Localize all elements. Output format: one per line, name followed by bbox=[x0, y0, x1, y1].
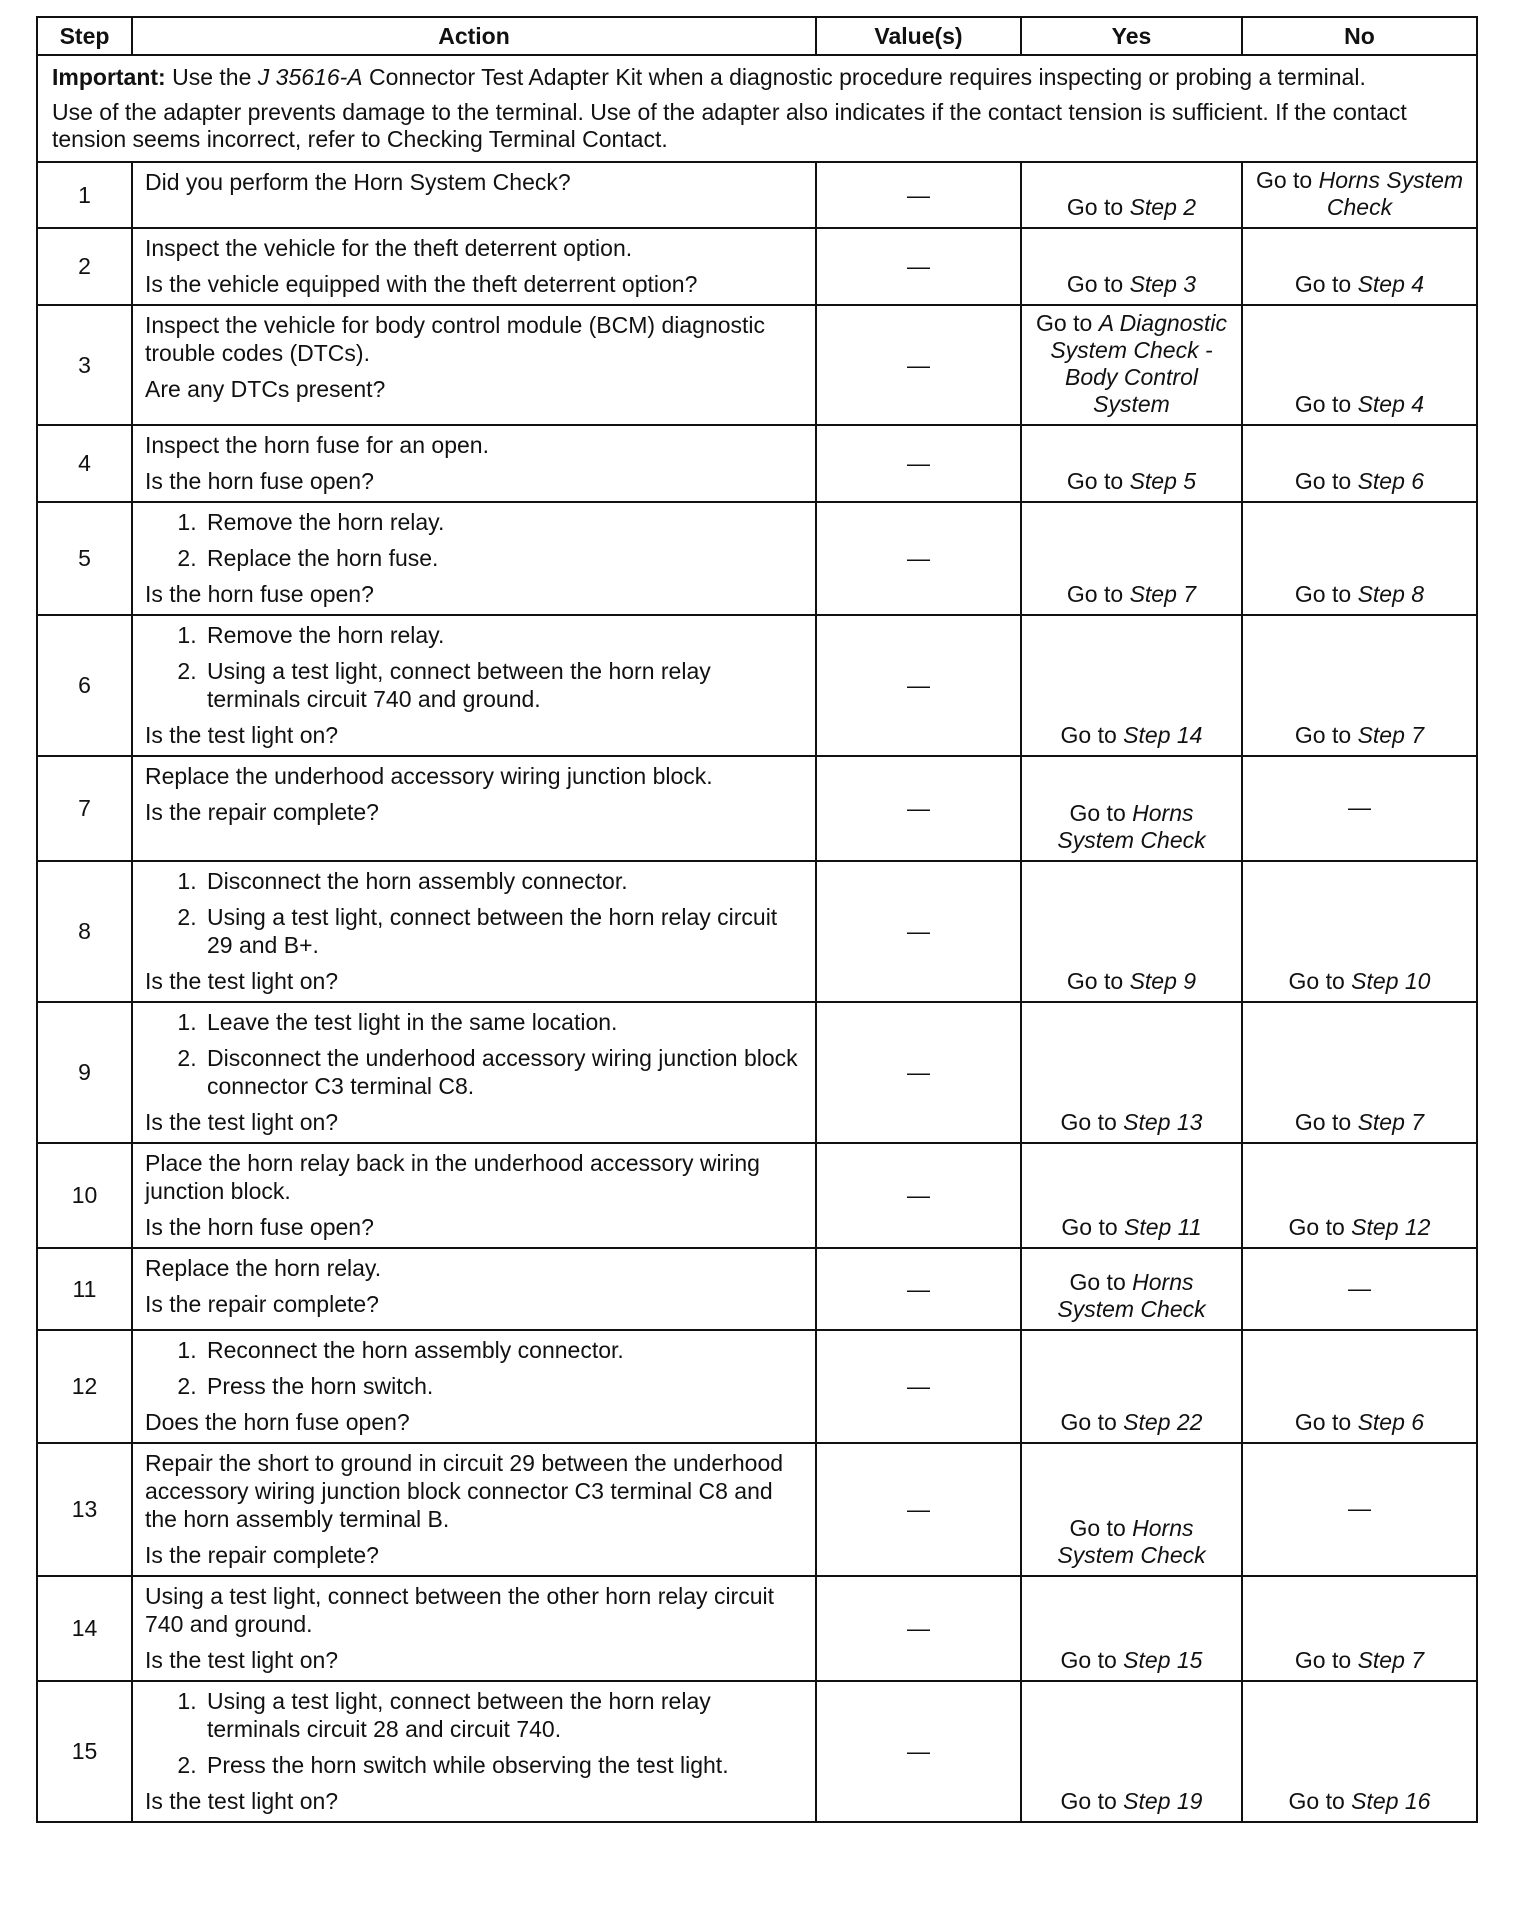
action-text: Using a test light, connect between the other horn relay circuit 740 and ground. bbox=[145, 1583, 775, 1637]
no-cell bbox=[1242, 228, 1477, 305]
action-list-item: 2. Replace the horn fuse. bbox=[203, 544, 803, 572]
yes-cell bbox=[1021, 1248, 1242, 1330]
no-target[interactable]: Horns System Check bbox=[1318, 167, 1464, 220]
no-goto-label: Go to bbox=[1288, 1788, 1352, 1814]
no-cell bbox=[1242, 1576, 1477, 1681]
action-text: Repair the short to ground in circuit 29 between the underhood accessory wiring junction block connector C3 terminal C8 and the horn assembly terminal B. bbox=[145, 1450, 784, 1532]
action-list-item: 2. Press the horn switch while observing the test light. bbox=[203, 1751, 803, 1779]
action-cell bbox=[132, 1443, 816, 1576]
action-question: Is the repair complete? bbox=[145, 1291, 379, 1317]
table-row bbox=[37, 1443, 1477, 1576]
action-question: Does the horn fuse open? bbox=[145, 1409, 410, 1435]
action-cell bbox=[132, 1681, 816, 1822]
header-no: No bbox=[1242, 17, 1477, 55]
no-goto-label: Go to bbox=[1294, 271, 1358, 297]
yes-target[interactable]: A Diagnostic System Check - Body Control System bbox=[1050, 310, 1227, 417]
no-cell bbox=[1242, 861, 1477, 1002]
action-steps-list bbox=[145, 1008, 803, 1100]
table-row bbox=[37, 228, 1477, 305]
value-cell: — bbox=[816, 756, 1021, 861]
step-number: 4 bbox=[37, 425, 132, 502]
important-pre: Use the bbox=[165, 64, 258, 90]
action-question: Is the repair complete? bbox=[145, 1542, 379, 1568]
value-cell: — bbox=[816, 305, 1021, 425]
action-list-item: 1. Remove the horn relay. bbox=[203, 621, 803, 649]
no-cell bbox=[1242, 1002, 1477, 1143]
important-para-2: Use of the adapter prevents damage to the terminal. Use of the adapter also indicates if the contact tension is sufficient. If the contact tension seems incorrect, refer to Checking Terminal Contact. bbox=[52, 99, 1407, 152]
no-target[interactable]: Step 6 bbox=[1357, 468, 1425, 494]
no-goto-label: Go to bbox=[1288, 968, 1352, 994]
yes-cell bbox=[1021, 162, 1242, 228]
no-goto-label: Go to bbox=[1294, 1647, 1358, 1673]
no-cell bbox=[1242, 1681, 1477, 1822]
action-list-item: 1. Disconnect the horn assembly connector. bbox=[203, 867, 803, 895]
table-row bbox=[37, 502, 1477, 615]
yes-goto-label: Go to bbox=[1069, 1515, 1133, 1541]
action-list-item: 1. Using a test light, connect between the horn relay terminals circuit 28 and circuit 740. bbox=[203, 1687, 803, 1743]
no-goto-label: Go to bbox=[1294, 722, 1358, 748]
action-cell bbox=[132, 162, 816, 228]
yes-goto-label: Go to bbox=[1066, 271, 1130, 297]
yes-cell bbox=[1021, 1330, 1242, 1443]
yes-goto-label: Go to bbox=[1066, 468, 1130, 494]
yes-goto-label: Go to bbox=[1066, 581, 1130, 607]
no-goto-label: Go to bbox=[1294, 1109, 1358, 1135]
action-question: Is the repair complete? bbox=[145, 799, 379, 825]
value-cell: — bbox=[816, 1248, 1021, 1330]
diagnostic-table bbox=[36, 16, 1478, 1823]
no-cell bbox=[1242, 615, 1477, 756]
yes-target[interactable]: Step 14 bbox=[1123, 722, 1203, 748]
no-cell bbox=[1242, 1443, 1477, 1576]
action-text: Inspect the vehicle for body control module (BCM) diagnostic trouble codes (DTCs). bbox=[145, 312, 766, 366]
header-step: Step bbox=[37, 17, 132, 55]
header-action: Action bbox=[132, 17, 816, 55]
no-target[interactable]: Step 4 bbox=[1357, 391, 1425, 417]
action-question: Is the test light on? bbox=[145, 968, 339, 994]
yes-cell bbox=[1021, 1143, 1242, 1248]
yes-target[interactable]: Step 9 bbox=[1129, 968, 1197, 994]
yes-cell bbox=[1021, 861, 1242, 1002]
action-list-item: 1. Remove the horn relay. bbox=[203, 508, 803, 536]
step-number: 1 bbox=[37, 162, 132, 228]
action-text: Place the horn relay back in the underhood accessory wiring junction block. bbox=[145, 1150, 760, 1204]
action-question: Is the vehicle equipped with the theft deterrent option? bbox=[145, 271, 698, 297]
no-cell bbox=[1242, 162, 1477, 228]
action-question: Is the test light on? bbox=[145, 722, 339, 748]
yes-goto-label: Go to bbox=[1060, 1647, 1124, 1673]
action-steps-list bbox=[145, 867, 803, 959]
table-row bbox=[37, 1681, 1477, 1822]
yes-target[interactable]: Step 3 bbox=[1129, 271, 1197, 297]
yes-cell bbox=[1021, 1681, 1242, 1822]
table-row bbox=[37, 1002, 1477, 1143]
no-target[interactable]: Step 10 bbox=[1351, 968, 1431, 994]
yes-target[interactable]: Horns System Check bbox=[1057, 800, 1206, 853]
action-cell bbox=[132, 1330, 816, 1443]
value-cell: — bbox=[816, 1330, 1021, 1443]
yes-target[interactable]: Step 15 bbox=[1123, 1647, 1203, 1673]
no-dash: — bbox=[1348, 794, 1371, 820]
action-question: Is the horn fuse open? bbox=[145, 468, 374, 494]
step-number: 6 bbox=[37, 615, 132, 756]
yes-goto-label: Go to bbox=[1036, 310, 1099, 336]
header-row bbox=[37, 17, 1477, 55]
no-target[interactable]: Step 16 bbox=[1351, 1788, 1431, 1814]
action-cell bbox=[132, 1002, 816, 1143]
table-row bbox=[37, 615, 1477, 756]
value-cell: — bbox=[816, 615, 1021, 756]
header-values: Value(s) bbox=[816, 17, 1021, 55]
header-yes: Yes bbox=[1021, 17, 1242, 55]
action-text: Replace the underhood accessory wiring junction block. bbox=[145, 763, 713, 789]
yes-target[interactable]: Step 13 bbox=[1123, 1109, 1203, 1135]
yes-cell bbox=[1021, 502, 1242, 615]
yes-goto-label: Go to bbox=[1061, 1214, 1125, 1240]
yes-cell bbox=[1021, 1576, 1242, 1681]
yes-target[interactable]: Step 5 bbox=[1129, 468, 1197, 494]
action-list-item: 2. Press the horn switch. bbox=[203, 1372, 803, 1400]
action-steps-list bbox=[145, 1687, 803, 1779]
value-cell: — bbox=[816, 502, 1021, 615]
action-cell bbox=[132, 1143, 816, 1248]
value-cell: — bbox=[816, 1143, 1021, 1248]
yes-goto-label: Go to bbox=[1060, 1788, 1124, 1814]
action-cell bbox=[132, 425, 816, 502]
step-number: 8 bbox=[37, 861, 132, 1002]
no-cell bbox=[1242, 1248, 1477, 1330]
value-cell: — bbox=[816, 1002, 1021, 1143]
no-target[interactable]: Step 8 bbox=[1357, 581, 1425, 607]
yes-cell bbox=[1021, 228, 1242, 305]
action-steps-list bbox=[145, 1336, 803, 1400]
table-row bbox=[37, 1143, 1477, 1248]
yes-goto-label: Go to bbox=[1069, 1269, 1133, 1295]
no-goto-label: Go to bbox=[1294, 391, 1358, 417]
yes-goto-label: Go to bbox=[1066, 968, 1130, 994]
step-number: 2 bbox=[37, 228, 132, 305]
no-cell bbox=[1242, 305, 1477, 425]
value-cell: — bbox=[816, 1576, 1021, 1681]
action-cell bbox=[132, 861, 816, 1002]
action-question: Are any DTCs present? bbox=[145, 376, 386, 402]
action-text: Replace the horn relay. bbox=[145, 1255, 382, 1281]
table-row bbox=[37, 1576, 1477, 1681]
yes-cell bbox=[1021, 615, 1242, 756]
table-row bbox=[37, 861, 1477, 1002]
yes-cell bbox=[1021, 1443, 1242, 1576]
action-cell bbox=[132, 756, 816, 861]
yes-target[interactable]: Step 11 bbox=[1124, 1214, 1202, 1240]
yes-goto-label: Go to bbox=[1066, 194, 1130, 220]
yes-goto-label: Go to bbox=[1069, 800, 1133, 826]
action-cell bbox=[132, 1248, 816, 1330]
no-target[interactable]: Step 7 bbox=[1357, 1647, 1425, 1673]
step-number: 3 bbox=[37, 305, 132, 425]
no-cell bbox=[1242, 756, 1477, 861]
action-cell bbox=[132, 615, 816, 756]
action-question: Is the horn fuse open? bbox=[145, 1214, 374, 1240]
important-post: Connector Test Adapter Kit when a diagnostic procedure requires inspecting or probing a terminal. bbox=[362, 64, 1366, 90]
no-target[interactable]: Step 6 bbox=[1357, 1409, 1425, 1435]
action-list-item: 1. Reconnect the horn assembly connector. bbox=[203, 1336, 803, 1364]
no-goto-label: Go to bbox=[1294, 581, 1358, 607]
action-steps-list bbox=[145, 621, 803, 713]
yes-goto-label: Go to bbox=[1060, 1109, 1124, 1135]
yes-goto-label: Go to bbox=[1060, 722, 1124, 748]
no-goto-label: Go to bbox=[1294, 1409, 1358, 1435]
action-question: Is the test light on? bbox=[145, 1788, 339, 1814]
yes-cell bbox=[1021, 756, 1242, 861]
yes-target[interactable]: Horns System Check bbox=[1057, 1269, 1206, 1322]
step-number: 13 bbox=[37, 1443, 132, 1576]
step-number: 12 bbox=[37, 1330, 132, 1443]
action-cell bbox=[132, 305, 816, 425]
step-number: 11 bbox=[37, 1248, 132, 1330]
action-question: Did you perform the Horn System Check? bbox=[145, 169, 571, 195]
yes-target[interactable]: Step 2 bbox=[1129, 194, 1197, 220]
value-cell: — bbox=[816, 228, 1021, 305]
yes-target[interactable]: Horns System Check bbox=[1057, 1515, 1206, 1568]
table-row bbox=[37, 1330, 1477, 1443]
no-cell bbox=[1242, 502, 1477, 615]
yes-goto-label: Go to bbox=[1060, 1409, 1124, 1435]
yes-target[interactable]: Step 7 bbox=[1129, 581, 1197, 607]
important-label: Important: bbox=[52, 64, 166, 90]
important-para-1 bbox=[52, 64, 1460, 91]
action-list-item: 2. Disconnect the underhood accessory wiring junction block connector C3 terminal C8. bbox=[203, 1044, 803, 1100]
action-text: Inspect the vehicle for the theft deterrent option. bbox=[145, 235, 633, 261]
no-goto-label: Go to bbox=[1288, 1214, 1352, 1240]
action-cell bbox=[132, 1576, 816, 1681]
step-number: 7 bbox=[37, 756, 132, 861]
value-cell: — bbox=[816, 1681, 1021, 1822]
kit-number: J 35616-A bbox=[257, 64, 363, 90]
step-number: 10 bbox=[37, 1143, 132, 1248]
action-question: Is the test light on? bbox=[145, 1109, 339, 1135]
no-target[interactable]: Step 7 bbox=[1357, 722, 1425, 748]
value-cell: — bbox=[816, 425, 1021, 502]
action-question: Is the horn fuse open? bbox=[145, 581, 374, 607]
step-number: 9 bbox=[37, 1002, 132, 1143]
action-steps-list bbox=[145, 508, 803, 572]
value-cell: — bbox=[816, 861, 1021, 1002]
no-goto-label: Go to bbox=[1294, 468, 1358, 494]
yes-cell bbox=[1021, 305, 1242, 425]
important-row bbox=[37, 55, 1477, 162]
important-note bbox=[37, 55, 1477, 162]
step-number: 15 bbox=[37, 1681, 132, 1822]
action-list-item: 2. Using a test light, connect between the horn relay terminals circuit 740 and ground. bbox=[203, 657, 803, 713]
action-cell bbox=[132, 502, 816, 615]
action-list-item: 2. Using a test light, connect between the horn relay circuit 29 and B+. bbox=[203, 903, 803, 959]
yes-target[interactable]: Step 22 bbox=[1123, 1409, 1203, 1435]
table-row bbox=[37, 756, 1477, 861]
yes-cell bbox=[1021, 425, 1242, 502]
no-goto-label: Go to bbox=[1255, 167, 1319, 193]
action-cell bbox=[132, 228, 816, 305]
no-cell bbox=[1242, 1143, 1477, 1248]
table-row bbox=[37, 425, 1477, 502]
value-cell: — bbox=[816, 1443, 1021, 1576]
yes-cell bbox=[1021, 1002, 1242, 1143]
step-number: 5 bbox=[37, 502, 132, 615]
no-cell bbox=[1242, 425, 1477, 502]
yes-target[interactable]: Step 19 bbox=[1123, 1788, 1203, 1814]
no-cell bbox=[1242, 1330, 1477, 1443]
no-dash: — bbox=[1348, 1274, 1371, 1301]
action-text: Inspect the horn fuse for an open. bbox=[145, 432, 489, 458]
step-number: 14 bbox=[37, 1576, 132, 1681]
no-target[interactable]: Step 12 bbox=[1351, 1214, 1431, 1240]
table-row bbox=[37, 162, 1477, 228]
action-question: Is the test light on? bbox=[145, 1647, 339, 1673]
no-target[interactable]: Step 4 bbox=[1357, 271, 1425, 297]
table-row bbox=[37, 305, 1477, 425]
table-row bbox=[37, 1248, 1477, 1330]
action-list-item: 1. Leave the test light in the same location. bbox=[203, 1008, 803, 1036]
value-cell: — bbox=[816, 162, 1021, 228]
no-dash: — bbox=[1348, 1495, 1371, 1521]
no-target[interactable]: Step 7 bbox=[1357, 1109, 1425, 1135]
